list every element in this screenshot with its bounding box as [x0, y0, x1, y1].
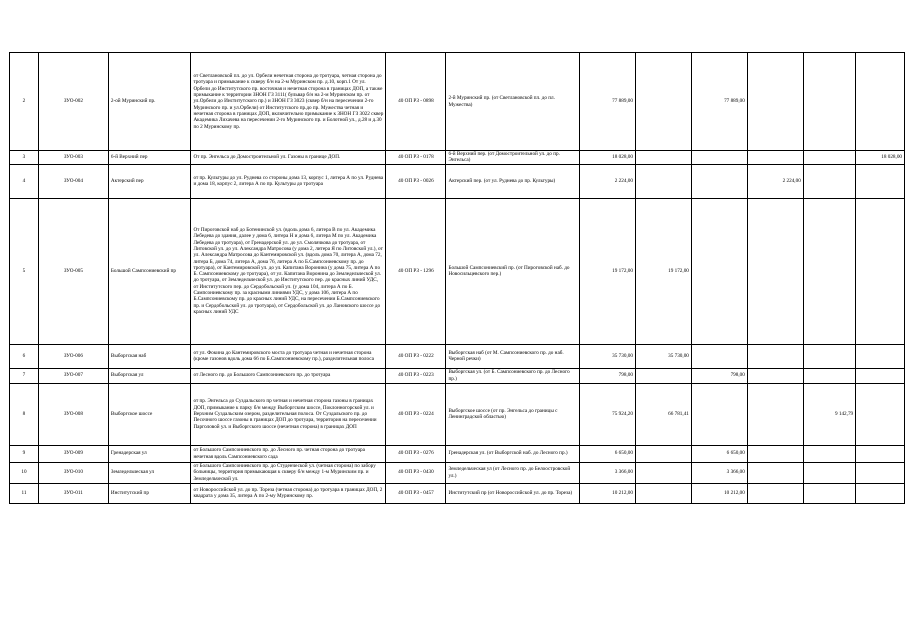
boundary-description: от Большого Сампсониевского пр. до Студенческой ул. (четная сторона) по забору больницы, территория примыкающая к скверу б/н между 1-м Муринским пр. и Земледельческой ул. [191, 462, 386, 483]
area-col-2 [691, 344, 747, 368]
area-col-3 [747, 462, 803, 483]
boundary-description: От Пироговской наб до Ботенинской ул. (вдоль дома 6, литера В по ул. Академика Лебедева до здания, далее у дома 6, литера Н и дома 6, литера М по ул. Академика Лебедева до тротуара), от Гренадерской ул. до ул. Смолячкова до тротуара, от Литовской ул. до ул. Александра Матросова (у дома 2, литера Я по Литовской ул.), от ул. Александра Матросова до Кантемировской ул. (вдоль дома 70, литера А, дома 72, литера Б, дома 74, литера А, дома 76, литера А по Б.Сампсониевскому пр. до тротуара), от Кантемировской ул. до ул. Капитана Воронина (у дома 75, литера А по Б. Сампсониевскому до тротуара), от ул. Капитана Воронина до Земледельческой ул. до тротуара, от Земледельческой ул. до Институтского пер. до красных линий УДС, от Институтского пер. до Сердобольской ул. (у дома 104, литера А по Б. Сампсониевскому пр. за красными линиями УДС, у дома 106, литера А по Б.Сампсониевскому пр. до красных линий УДС, на пересечении Б.Сампсониевского пр. и Сердобольской ул. до тротуара), от Сердобольской ул. до Лановского шоссе до красных линий УДС [191, 198, 386, 344]
table-row [10, 483, 905, 503]
street-name: Земледельческая ул [108, 462, 191, 483]
area-col-4 [803, 198, 855, 344]
total-area: 75 924,20 [579, 383, 635, 445]
road-registry-id: 40 ОП РЗ - 0430 [386, 462, 446, 483]
row-number: 9 [10, 445, 39, 462]
road-extent: 2-й Муринский пр. (от Светлановской пл. до пл. Мужества) [446, 53, 580, 151]
boundary-description: от Светлановской пл. до ул. Орбели нечетная сторона до тротуара, четная сторона до тротуара и примыкание к скверу б/н на 2-м Муринском пр. д.10, корп.1 От ул. Орбели до Институтского пр. восточная и нечетная сторона в границах ДОП, а также примыкание к территории ЗНОН ГЗ 3111( бульвар б/н на 2-м Муринском пр. от ул.Орбели до Институтского пр.) и ЗНОН ГЗ 3023 (сквер б/н на пересечении 2-го Муринского пр. и ул.Орбели) от Институтского пр.до пр. Мужества четная и нечетная сторона в границах ДОП, включительно примыкание к ЗНОН ГЗ 3022 сквер Академика Лихачева на пересечении 2-го Муринского пр. и Болотной ул., д.28 и д.30 по 2 Муринскому пр. [191, 53, 386, 151]
object-code: ЗУО-011 [38, 483, 108, 503]
row-number: 4 [10, 164, 39, 198]
area-col-1 [635, 368, 691, 383]
object-code: ЗУО-006 [38, 344, 108, 368]
area-col-2 [691, 198, 747, 344]
row-number: 8 [10, 383, 39, 445]
road-extent: Земледельческая ул (от Лесного пр. до Белоостровской ул.) [446, 462, 580, 483]
row-number: 3 [10, 151, 39, 165]
boundary-description: от Лесного пр. до Большого Сампсониевского пр. до тротуара [191, 368, 386, 383]
area-col-5 [856, 383, 905, 445]
area-col-5 [856, 462, 905, 483]
area-col-1 [635, 164, 691, 198]
row-number: 7 [10, 368, 39, 383]
row-number: 2 [10, 53, 39, 151]
road-extent: Институтский пр (от Новороссийской ул. до пр. Тореза) [446, 483, 580, 503]
area-col-1: 19 172,00 [635, 198, 691, 344]
object-code: ЗУО-003 [38, 151, 108, 165]
area-col-1 [635, 483, 691, 503]
area-col-4 [803, 164, 855, 198]
row-number: 11 [10, 483, 39, 503]
object-code: ЗУО-004 [38, 164, 108, 198]
area-col-1 [635, 53, 691, 151]
table-row [10, 383, 905, 445]
table-row [10, 344, 905, 368]
road-registry-id: 40 ОП РЗ - 0026 [386, 164, 446, 198]
street-name: 2-ой Муринский пр. [108, 53, 191, 151]
area-col-5 [856, 483, 905, 503]
row-number: 10 [10, 462, 39, 483]
area-col-1 [635, 462, 691, 483]
road-extent: Большой Сампсониевский пр. (от Пироговской наб. до Новосильцевского пер.) [446, 198, 580, 344]
area-col-5 [856, 53, 905, 151]
road-registry-id: 40 ОП РЗ - 0178 [386, 151, 446, 165]
area-col-2 [691, 383, 747, 445]
area-col-4: 9 142,79 [803, 383, 855, 445]
table-row [10, 368, 905, 383]
area-col-4 [803, 462, 855, 483]
street-name: Гренадерская ул [108, 445, 191, 462]
total-area: 19 172,00 [579, 198, 635, 344]
area-col-2: 77 889,00 [691, 53, 747, 151]
road-registry-id: 40 ОП РЗ - 0222 [386, 344, 446, 368]
area-col-4 [803, 53, 855, 151]
table-row [10, 151, 905, 165]
boundary-description: от пр. Энгельса до Суздальского пр четная и нечетная сторона газоны в границах ДОП, примыкание к парку б/н между Выборгским шоссе, Поклонногорской ул. и Верхним Суздальским озером, разделительная полоса. От Суздальского пр. до Песочного шоссе газоны в границах ДОП до тротуара, территория на пересечении Парголовой ул. и Выборгского шоссе (нечетная сторона) в границах ДОП [191, 383, 386, 445]
area-col-4 [803, 445, 855, 462]
area-col-3 [747, 483, 803, 503]
area-col-4 [803, 368, 855, 383]
area-col-1: 35 730,00 [635, 344, 691, 368]
road-extent: Выборгская наб (от М. Сампсониевского пр. до наб. Черной речки) [446, 344, 580, 368]
area-col-4 [803, 151, 855, 165]
road-extent: Актерский пер. (от ул. Руднева до пр. Культуры) [446, 164, 580, 198]
area-col-3 [747, 53, 803, 151]
area-col-2: 3 366,00 [691, 462, 747, 483]
boundary-description: от ул. Фокина до Кантемировского моста до тротуара четная и нечетная сторона (кроме газонов вдоль дома 66 по Б.Сампсониевскому пр.), разделительная полоса [191, 344, 386, 368]
area-col-3 [747, 151, 803, 165]
object-code: ЗУО-009 [38, 445, 108, 462]
area-col-4 [803, 344, 855, 368]
table-row [10, 198, 905, 344]
table-row [10, 53, 905, 151]
road-registry-id: 40 ОП РЗ - 0457 [386, 483, 446, 503]
street-name: Выборгская ул [108, 368, 191, 383]
area-col-2: 10 212,00 [691, 483, 747, 503]
boundary-description: От пр. Энгельса до Домостроительной ул. Газоны в границе ДОП. [191, 151, 386, 165]
table-row [10, 462, 905, 483]
boundary-description: от Большого Сампсониевского пр. до Лесного пр. четная сторона до тротуара нечетная вдоль Сампсониевского сада [191, 445, 386, 462]
area-col-3 [747, 344, 803, 368]
area-col-5 [856, 198, 905, 344]
row-number: 5 [10, 198, 39, 344]
road-registry-id: 40 ОП РЗ - 0223 [386, 368, 446, 383]
street-name: Выборгская наб [108, 344, 191, 368]
area-col-2: 798,00 [691, 368, 747, 383]
area-col-3 [747, 368, 803, 383]
area-col-1 [635, 151, 691, 165]
total-area: 2 224,00 [579, 164, 635, 198]
street-name: Большой Сампсониевский пр [108, 198, 191, 344]
table-row [10, 445, 905, 462]
area-col-3 [747, 383, 803, 445]
street-name: 6-й Верхний пер [108, 151, 191, 165]
boundary-description: от Новороссийской ул. до пр. Тореза (четная сторона) до тротуара в границах ДОП, 2 квадрата у дома 35, литера А по 2-му Муринскому пр. [191, 483, 386, 503]
boundary-description: от пр. Культуры до ул. Руднева со стороны дома 13, корпус 1, литера А по ул. Руднева и дома 18, корпус 2, литера А по пр. Культуры до тротуара [191, 164, 386, 198]
area-col-2 [691, 164, 747, 198]
object-code: ЗУО-008 [38, 383, 108, 445]
street-name: Выборгское шоссе [108, 383, 191, 445]
road-registry-id: 40 ОП РЗ - 1296 [386, 198, 446, 344]
total-area: 10 212,00 [579, 483, 635, 503]
area-col-4 [803, 483, 855, 503]
total-area: 35 730,00 [579, 344, 635, 368]
object-code: ЗУО-005 [38, 198, 108, 344]
road-registry-id: 40 ОП РЗ - 0276 [386, 445, 446, 462]
data-table [9, 52, 905, 504]
area-col-1 [635, 445, 691, 462]
table-row [10, 164, 905, 198]
street-name: Институтский пр [108, 483, 191, 503]
road-extent: Выборгская ул. (от Б. Сампсониевского пр. до Лесного пр.) [446, 368, 580, 383]
street-name: Актерский пер [108, 164, 191, 198]
area-col-3 [747, 198, 803, 344]
total-area: 798,00 [579, 368, 635, 383]
total-area: 18 028,00 [579, 151, 635, 165]
area-col-5 [856, 164, 905, 198]
area-col-5 [856, 344, 905, 368]
road-registry-id: 40 ОП РЗ - 0898 [386, 53, 446, 151]
area-col-1: 66 781,41 [635, 383, 691, 445]
area-col-5 [856, 368, 905, 383]
area-col-5: 18 028,00 [856, 151, 905, 165]
area-col-3 [747, 445, 803, 462]
total-area: 3 366,00 [579, 462, 635, 483]
area-col-2 [691, 151, 747, 165]
object-code: ЗУО-010 [38, 462, 108, 483]
area-col-5 [856, 445, 905, 462]
road-registry-id: 40 ОП РЗ - 0224 [386, 383, 446, 445]
road-extent: Гренадерская ул. (от Выборгской наб. до Лесного пр.) [446, 445, 580, 462]
row-number: 6 [10, 344, 39, 368]
object-code: ЗУО-007 [38, 368, 108, 383]
total-area: 6 650,00 [579, 445, 635, 462]
road-extent: 6-й Верхний пер. (от Домостроительной ул. до пр. Энгельса) [446, 151, 580, 165]
area-col-3: 2 224,00 [747, 164, 803, 198]
total-area: 77 889,00 [579, 53, 635, 151]
area-col-2: 6 650,00 [691, 445, 747, 462]
object-code: ЗУО-002 [38, 53, 108, 151]
road-extent: Выборгское шоссе (от пр. Энгельса до границы с Ленинградской областью) [446, 383, 580, 445]
